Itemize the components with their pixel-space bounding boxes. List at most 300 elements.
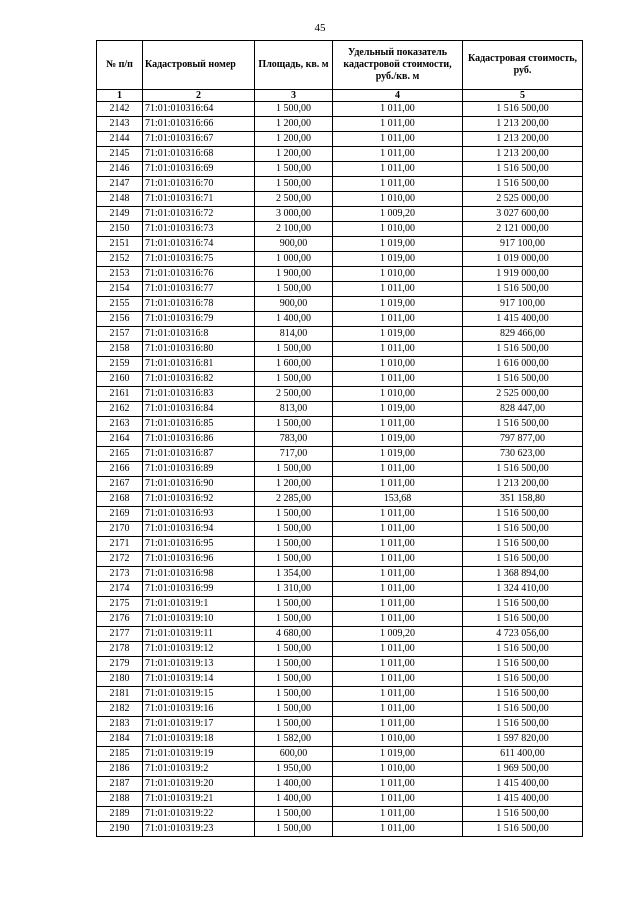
cell-cadastral-number: 71:01:010316:84 bbox=[143, 402, 255, 417]
cell-area: 783,00 bbox=[255, 432, 333, 447]
cell-cadastral-number: 71:01:010316:73 bbox=[143, 222, 255, 237]
table-row bbox=[97, 657, 583, 672]
cell-cadastral-value: 917 100,00 bbox=[463, 297, 583, 312]
cell-area: 1 500,00 bbox=[255, 537, 333, 552]
cell-cadastral-number: 71:01:010319:10 bbox=[143, 612, 255, 627]
cell-unit-rate: 1 009,20 bbox=[333, 207, 463, 222]
cell-area: 1 500,00 bbox=[255, 282, 333, 297]
cell-unit-rate: 1 011,00 bbox=[333, 702, 463, 717]
cell-area: 1 500,00 bbox=[255, 507, 333, 522]
column-number: 2 bbox=[143, 90, 255, 102]
table-row bbox=[97, 297, 583, 312]
table-row bbox=[97, 687, 583, 702]
cell-cadastral-number: 71:01:010319:1 bbox=[143, 597, 255, 612]
cell-cadastral-value: 1 324 410,00 bbox=[463, 582, 583, 597]
cell-area: 2 500,00 bbox=[255, 192, 333, 207]
cell-cadastral-value: 1 919 000,00 bbox=[463, 267, 583, 282]
cell-cadastral-value: 1 213 200,00 bbox=[463, 117, 583, 132]
cell-cadastral-value: 1 616 000,00 bbox=[463, 357, 583, 372]
table-row bbox=[97, 522, 583, 537]
cell-cadastral-number: 71:01:010316:8 bbox=[143, 327, 255, 342]
cell-cadastral-number: 71:01:010316:85 bbox=[143, 417, 255, 432]
cell-area: 1 500,00 bbox=[255, 702, 333, 717]
table-row bbox=[97, 402, 583, 417]
cell-unit-rate: 1 011,00 bbox=[333, 822, 463, 837]
cell-cadastral-value: 1 415 400,00 bbox=[463, 792, 583, 807]
cell-cadastral-value: 1 516 500,00 bbox=[463, 702, 583, 717]
cell-unit-rate: 1 011,00 bbox=[333, 717, 463, 732]
cell-unit-rate: 1 010,00 bbox=[333, 762, 463, 777]
cell-index: 2149 bbox=[97, 207, 143, 222]
cell-area: 600,00 bbox=[255, 747, 333, 762]
cell-cadastral-value: 1 516 500,00 bbox=[463, 282, 583, 297]
cell-cadastral-value: 1 516 500,00 bbox=[463, 177, 583, 192]
cell-index: 2164 bbox=[97, 432, 143, 447]
cell-unit-rate: 1 011,00 bbox=[333, 507, 463, 522]
column-number: 3 bbox=[255, 90, 333, 102]
cell-cadastral-number: 71:01:010319:23 bbox=[143, 822, 255, 837]
cell-index: 2143 bbox=[97, 117, 143, 132]
column-number-row bbox=[97, 90, 583, 102]
cell-index: 2168 bbox=[97, 492, 143, 507]
cell-cadastral-value: 1 516 500,00 bbox=[463, 717, 583, 732]
cell-cadastral-number: 71:01:010316:80 bbox=[143, 342, 255, 357]
table-row bbox=[97, 312, 583, 327]
cell-cadastral-number: 71:01:010319:2 bbox=[143, 762, 255, 777]
cell-area: 4 680,00 bbox=[255, 627, 333, 642]
cell-cadastral-number: 71:01:010316:79 bbox=[143, 312, 255, 327]
cell-cadastral-value: 1 516 500,00 bbox=[463, 537, 583, 552]
cell-unit-rate: 1 019,00 bbox=[333, 447, 463, 462]
cell-cadastral-number: 71:01:010319:19 bbox=[143, 747, 255, 762]
cell-area: 1 200,00 bbox=[255, 147, 333, 162]
cell-index: 2173 bbox=[97, 567, 143, 582]
cell-unit-rate: 1 019,00 bbox=[333, 297, 463, 312]
cell-cadastral-number: 71:01:010316:71 bbox=[143, 192, 255, 207]
cell-index: 2166 bbox=[97, 462, 143, 477]
table-row bbox=[97, 702, 583, 717]
table-row bbox=[97, 357, 583, 372]
cell-cadastral-value: 1 213 200,00 bbox=[463, 147, 583, 162]
table-row bbox=[97, 552, 583, 567]
column-number: 5 bbox=[463, 90, 583, 102]
cell-index: 2161 bbox=[97, 387, 143, 402]
cell-index: 2179 bbox=[97, 657, 143, 672]
cell-cadastral-number: 71:01:010319:21 bbox=[143, 792, 255, 807]
cell-cadastral-value: 1 516 500,00 bbox=[463, 162, 583, 177]
table-header bbox=[97, 41, 583, 102]
cell-cadastral-number: 71:01:010316:75 bbox=[143, 252, 255, 267]
cell-cadastral-number: 71:01:010316:76 bbox=[143, 267, 255, 282]
table-row bbox=[97, 252, 583, 267]
cell-cadastral-number: 71:01:010316:83 bbox=[143, 387, 255, 402]
cell-index: 2154 bbox=[97, 282, 143, 297]
cell-index: 2148 bbox=[97, 192, 143, 207]
table-row bbox=[97, 192, 583, 207]
cell-unit-rate: 1 011,00 bbox=[333, 657, 463, 672]
cell-area: 1 400,00 bbox=[255, 777, 333, 792]
cell-area: 813,00 bbox=[255, 402, 333, 417]
cell-cadastral-number: 71:01:010316:92 bbox=[143, 492, 255, 507]
cadastral-table bbox=[96, 40, 583, 837]
cell-area: 814,00 bbox=[255, 327, 333, 342]
cell-cadastral-value: 2 121 000,00 bbox=[463, 222, 583, 237]
cell-unit-rate: 1 019,00 bbox=[333, 432, 463, 447]
cell-cadastral-number: 71:01:010316:78 bbox=[143, 297, 255, 312]
cell-area: 1 500,00 bbox=[255, 342, 333, 357]
cell-unit-rate: 1 011,00 bbox=[333, 462, 463, 477]
cell-unit-rate: 153,68 bbox=[333, 492, 463, 507]
cell-cadastral-number: 71:01:010319:22 bbox=[143, 807, 255, 822]
cell-cadastral-number: 71:01:010319:14 bbox=[143, 672, 255, 687]
cell-cadastral-value: 1 516 500,00 bbox=[463, 372, 583, 387]
cell-cadastral-number: 71:01:010319:13 bbox=[143, 657, 255, 672]
cell-index: 2156 bbox=[97, 312, 143, 327]
cell-unit-rate: 1 011,00 bbox=[333, 147, 463, 162]
cell-cadastral-value: 1 516 500,00 bbox=[463, 522, 583, 537]
cell-unit-rate: 1 010,00 bbox=[333, 222, 463, 237]
cell-cadastral-value: 1 019 000,00 bbox=[463, 252, 583, 267]
column-number: 4 bbox=[333, 90, 463, 102]
cell-index: 2162 bbox=[97, 402, 143, 417]
cell-index: 2178 bbox=[97, 642, 143, 657]
cell-index: 2190 bbox=[97, 822, 143, 837]
cell-unit-rate: 1 011,00 bbox=[333, 417, 463, 432]
cell-index: 2170 bbox=[97, 522, 143, 537]
table-row bbox=[97, 327, 583, 342]
table-body bbox=[97, 102, 583, 837]
cell-area: 1 500,00 bbox=[255, 657, 333, 672]
cell-unit-rate: 1 009,20 bbox=[333, 627, 463, 642]
cell-unit-rate: 1 011,00 bbox=[333, 807, 463, 822]
cell-area: 1 500,00 bbox=[255, 807, 333, 822]
cell-unit-rate: 1 019,00 bbox=[333, 747, 463, 762]
cell-index: 2174 bbox=[97, 582, 143, 597]
cell-cadastral-value: 1 516 500,00 bbox=[463, 552, 583, 567]
table-row bbox=[97, 147, 583, 162]
cell-area: 900,00 bbox=[255, 297, 333, 312]
cell-index: 2145 bbox=[97, 147, 143, 162]
cell-unit-rate: 1 019,00 bbox=[333, 252, 463, 267]
table-row bbox=[97, 282, 583, 297]
table-row bbox=[97, 387, 583, 402]
cell-index: 2152 bbox=[97, 252, 143, 267]
cell-cadastral-value: 1 516 500,00 bbox=[463, 507, 583, 522]
cell-index: 2169 bbox=[97, 507, 143, 522]
cell-index: 2189 bbox=[97, 807, 143, 822]
cell-area: 1 500,00 bbox=[255, 177, 333, 192]
cell-area: 1 500,00 bbox=[255, 372, 333, 387]
cell-unit-rate: 1 011,00 bbox=[333, 132, 463, 147]
cell-area: 1 500,00 bbox=[255, 522, 333, 537]
header-cadastral-value: Кадастровая стоимость, руб. bbox=[463, 41, 583, 90]
cell-index: 2177 bbox=[97, 627, 143, 642]
cell-area: 3 000,00 bbox=[255, 207, 333, 222]
header-row bbox=[97, 41, 583, 90]
cell-index: 2159 bbox=[97, 357, 143, 372]
cell-cadastral-value: 1 516 500,00 bbox=[463, 672, 583, 687]
table-row bbox=[97, 507, 583, 522]
cell-cadastral-value: 1 415 400,00 bbox=[463, 312, 583, 327]
cell-area: 2 100,00 bbox=[255, 222, 333, 237]
cell-cadastral-value: 1 213 200,00 bbox=[463, 132, 583, 147]
cell-cadastral-value: 1 516 500,00 bbox=[463, 597, 583, 612]
cell-cadastral-value: 1 368 894,00 bbox=[463, 567, 583, 582]
table-row bbox=[97, 807, 583, 822]
cell-area: 1 500,00 bbox=[255, 597, 333, 612]
cell-cadastral-value: 1 516 500,00 bbox=[463, 822, 583, 837]
cell-cadastral-number: 71:01:010316:98 bbox=[143, 567, 255, 582]
cell-cadastral-number: 71:01:010316:89 bbox=[143, 462, 255, 477]
cell-cadastral-number: 71:01:010316:96 bbox=[143, 552, 255, 567]
table-row bbox=[97, 717, 583, 732]
table-row bbox=[97, 207, 583, 222]
table-row bbox=[97, 102, 583, 117]
table-row bbox=[97, 762, 583, 777]
cell-cadastral-number: 71:01:010316:66 bbox=[143, 117, 255, 132]
cell-cadastral-number: 71:01:010316:64 bbox=[143, 102, 255, 117]
cell-area: 1 354,00 bbox=[255, 567, 333, 582]
table-row bbox=[97, 417, 583, 432]
cell-index: 2163 bbox=[97, 417, 143, 432]
cell-cadastral-value: 1 516 500,00 bbox=[463, 417, 583, 432]
cell-area: 1 400,00 bbox=[255, 312, 333, 327]
cell-cadastral-value: 3 027 600,00 bbox=[463, 207, 583, 222]
table-row bbox=[97, 372, 583, 387]
header-unit-rate: Удельный показатель кадастровой стоимости, руб./кв. м bbox=[333, 41, 463, 90]
cell-index: 2158 bbox=[97, 342, 143, 357]
cell-index: 2183 bbox=[97, 717, 143, 732]
table-row bbox=[97, 582, 583, 597]
page-number: 45 bbox=[314, 22, 326, 34]
cell-area: 1 500,00 bbox=[255, 612, 333, 627]
cell-cadastral-number: 71:01:010316:86 bbox=[143, 432, 255, 447]
cell-index: 2144 bbox=[97, 132, 143, 147]
header-cadastral-number: Кадастровый номер bbox=[143, 41, 255, 90]
table-row bbox=[97, 162, 583, 177]
cell-index: 2175 bbox=[97, 597, 143, 612]
cell-index: 2186 bbox=[97, 762, 143, 777]
cell-area: 1 200,00 bbox=[255, 132, 333, 147]
cell-area: 1 500,00 bbox=[255, 417, 333, 432]
cell-index: 2150 bbox=[97, 222, 143, 237]
cell-index: 2157 bbox=[97, 327, 143, 342]
table-row bbox=[97, 777, 583, 792]
cell-cadastral-value: 4 723 056,00 bbox=[463, 627, 583, 642]
cell-cadastral-value: 1 516 500,00 bbox=[463, 687, 583, 702]
cell-cadastral-number: 71:01:010316:90 bbox=[143, 477, 255, 492]
cell-cadastral-value: 1 969 500,00 bbox=[463, 762, 583, 777]
cell-cadastral-number: 71:01:010316:94 bbox=[143, 522, 255, 537]
cell-cadastral-value: 1 597 820,00 bbox=[463, 732, 583, 747]
cell-cadastral-value: 1 516 500,00 bbox=[463, 657, 583, 672]
table-row bbox=[97, 627, 583, 642]
table-row bbox=[97, 792, 583, 807]
column-number: 1 bbox=[97, 90, 143, 102]
cell-cadastral-number: 71:01:010319:16 bbox=[143, 702, 255, 717]
cell-unit-rate: 1 011,00 bbox=[333, 567, 463, 582]
cell-area: 1 500,00 bbox=[255, 102, 333, 117]
cell-unit-rate: 1 011,00 bbox=[333, 792, 463, 807]
cell-cadastral-number: 71:01:010316:87 bbox=[143, 447, 255, 462]
cell-index: 2171 bbox=[97, 537, 143, 552]
cell-cadastral-value: 828 447,00 bbox=[463, 402, 583, 417]
table-row bbox=[97, 477, 583, 492]
cell-unit-rate: 1 010,00 bbox=[333, 267, 463, 282]
cell-area: 2 285,00 bbox=[255, 492, 333, 507]
table-row bbox=[97, 492, 583, 507]
cell-index: 2172 bbox=[97, 552, 143, 567]
table-row bbox=[97, 222, 583, 237]
table-row bbox=[97, 747, 583, 762]
table-row bbox=[97, 342, 583, 357]
cell-cadastral-value: 611 400,00 bbox=[463, 747, 583, 762]
cell-area: 1 500,00 bbox=[255, 717, 333, 732]
cell-cadastral-number: 71:01:010316:93 bbox=[143, 507, 255, 522]
cell-cadastral-value: 1 516 500,00 bbox=[463, 612, 583, 627]
table-row bbox=[97, 462, 583, 477]
table-row bbox=[97, 537, 583, 552]
cell-unit-rate: 1 011,00 bbox=[333, 477, 463, 492]
cell-unit-rate: 1 011,00 bbox=[333, 162, 463, 177]
cell-cadastral-value: 1 516 500,00 bbox=[463, 102, 583, 117]
table-row bbox=[97, 822, 583, 837]
cell-index: 2147 bbox=[97, 177, 143, 192]
cell-cadastral-number: 71:01:010316:82 bbox=[143, 372, 255, 387]
cell-index: 2184 bbox=[97, 732, 143, 747]
cell-cadastral-value: 1 516 500,00 bbox=[463, 342, 583, 357]
cell-cadastral-number: 71:01:010316:68 bbox=[143, 147, 255, 162]
cell-unit-rate: 1 011,00 bbox=[333, 522, 463, 537]
cell-cadastral-number: 71:01:010316:81 bbox=[143, 357, 255, 372]
cell-cadastral-value: 2 525 000,00 bbox=[463, 387, 583, 402]
cell-index: 2155 bbox=[97, 297, 143, 312]
cell-unit-rate: 1 011,00 bbox=[333, 117, 463, 132]
cell-cadastral-value: 1 516 500,00 bbox=[463, 642, 583, 657]
cell-cadastral-value: 1 516 500,00 bbox=[463, 807, 583, 822]
cell-cadastral-value: 2 525 000,00 bbox=[463, 192, 583, 207]
cell-cadastral-value: 1 516 500,00 bbox=[463, 462, 583, 477]
cell-cadastral-number: 71:01:010319:12 bbox=[143, 642, 255, 657]
table-row bbox=[97, 432, 583, 447]
table-row bbox=[97, 117, 583, 132]
cell-unit-rate: 1 010,00 bbox=[333, 357, 463, 372]
cell-cadastral-value: 917 100,00 bbox=[463, 237, 583, 252]
cell-cadastral-number: 71:01:010316:70 bbox=[143, 177, 255, 192]
cell-area: 1 500,00 bbox=[255, 822, 333, 837]
cell-cadastral-value: 829 466,00 bbox=[463, 327, 583, 342]
cell-area: 1 500,00 bbox=[255, 162, 333, 177]
cell-area: 1 582,00 bbox=[255, 732, 333, 747]
cell-unit-rate: 1 011,00 bbox=[333, 687, 463, 702]
cell-cadastral-number: 71:01:010319:17 bbox=[143, 717, 255, 732]
cell-unit-rate: 1 011,00 bbox=[333, 612, 463, 627]
table-row bbox=[97, 237, 583, 252]
cell-cadastral-value: 730 623,00 bbox=[463, 447, 583, 462]
cell-cadastral-number: 71:01:010319:11 bbox=[143, 627, 255, 642]
cell-index: 2142 bbox=[97, 102, 143, 117]
cell-index: 2146 bbox=[97, 162, 143, 177]
cell-unit-rate: 1 019,00 bbox=[333, 402, 463, 417]
table-row bbox=[97, 732, 583, 747]
cell-cadastral-number: 71:01:010316:69 bbox=[143, 162, 255, 177]
cell-cadastral-value: 1 415 400,00 bbox=[463, 777, 583, 792]
cell-unit-rate: 1 011,00 bbox=[333, 672, 463, 687]
cell-area: 1 900,00 bbox=[255, 267, 333, 282]
cell-index: 2181 bbox=[97, 687, 143, 702]
header-area: Площадь, кв. м bbox=[255, 41, 333, 90]
cell-area: 1 200,00 bbox=[255, 117, 333, 132]
cell-cadastral-number: 71:01:010319:18 bbox=[143, 732, 255, 747]
cell-area: 2 500,00 bbox=[255, 387, 333, 402]
cell-index: 2185 bbox=[97, 747, 143, 762]
cell-unit-rate: 1 011,00 bbox=[333, 777, 463, 792]
cell-cadastral-number: 71:01:010316:99 bbox=[143, 582, 255, 597]
table-row bbox=[97, 672, 583, 687]
cell-unit-rate: 1 010,00 bbox=[333, 192, 463, 207]
cell-cadastral-number: 71:01:010319:15 bbox=[143, 687, 255, 702]
cell-area: 1 310,00 bbox=[255, 582, 333, 597]
cell-area: 1 500,00 bbox=[255, 552, 333, 567]
table-row bbox=[97, 612, 583, 627]
table-row bbox=[97, 177, 583, 192]
cell-unit-rate: 1 019,00 bbox=[333, 237, 463, 252]
table-row bbox=[97, 597, 583, 612]
cell-area: 1 500,00 bbox=[255, 462, 333, 477]
cell-cadastral-number: 71:01:010316:72 bbox=[143, 207, 255, 222]
cell-area: 1 500,00 bbox=[255, 672, 333, 687]
cell-index: 2180 bbox=[97, 672, 143, 687]
cell-unit-rate: 1 010,00 bbox=[333, 387, 463, 402]
cell-unit-rate: 1 011,00 bbox=[333, 597, 463, 612]
cell-index: 2151 bbox=[97, 237, 143, 252]
cell-area: 1 500,00 bbox=[255, 687, 333, 702]
table-row bbox=[97, 132, 583, 147]
cell-cadastral-number: 71:01:010316:95 bbox=[143, 537, 255, 552]
cell-cadastral-number: 71:01:010316:77 bbox=[143, 282, 255, 297]
cell-unit-rate: 1 011,00 bbox=[333, 642, 463, 657]
table-row bbox=[97, 267, 583, 282]
cell-index: 2182 bbox=[97, 702, 143, 717]
table-row bbox=[97, 447, 583, 462]
cell-area: 717,00 bbox=[255, 447, 333, 462]
cell-cadastral-value: 351 158,80 bbox=[463, 492, 583, 507]
cell-unit-rate: 1 011,00 bbox=[333, 282, 463, 297]
table-row bbox=[97, 642, 583, 657]
cell-unit-rate: 1 011,00 bbox=[333, 372, 463, 387]
cell-unit-rate: 1 011,00 bbox=[333, 102, 463, 117]
cell-unit-rate: 1 019,00 bbox=[333, 327, 463, 342]
header-index: № п/п bbox=[97, 41, 143, 90]
cell-unit-rate: 1 011,00 bbox=[333, 582, 463, 597]
cell-cadastral-number: 71:01:010316:67 bbox=[143, 132, 255, 147]
cell-index: 2165 bbox=[97, 447, 143, 462]
cell-index: 2167 bbox=[97, 477, 143, 492]
cell-unit-rate: 1 010,00 bbox=[333, 732, 463, 747]
cell-unit-rate: 1 011,00 bbox=[333, 312, 463, 327]
cell-unit-rate: 1 011,00 bbox=[333, 537, 463, 552]
cell-index: 2176 bbox=[97, 612, 143, 627]
cell-area: 1 950,00 bbox=[255, 762, 333, 777]
cell-area: 900,00 bbox=[255, 237, 333, 252]
cell-index: 2188 bbox=[97, 792, 143, 807]
cell-area: 1 500,00 bbox=[255, 642, 333, 657]
cell-index: 2187 bbox=[97, 777, 143, 792]
cell-area: 1 200,00 bbox=[255, 477, 333, 492]
table-row bbox=[97, 567, 583, 582]
cell-area: 1 000,00 bbox=[255, 252, 333, 267]
cell-area: 1 400,00 bbox=[255, 792, 333, 807]
